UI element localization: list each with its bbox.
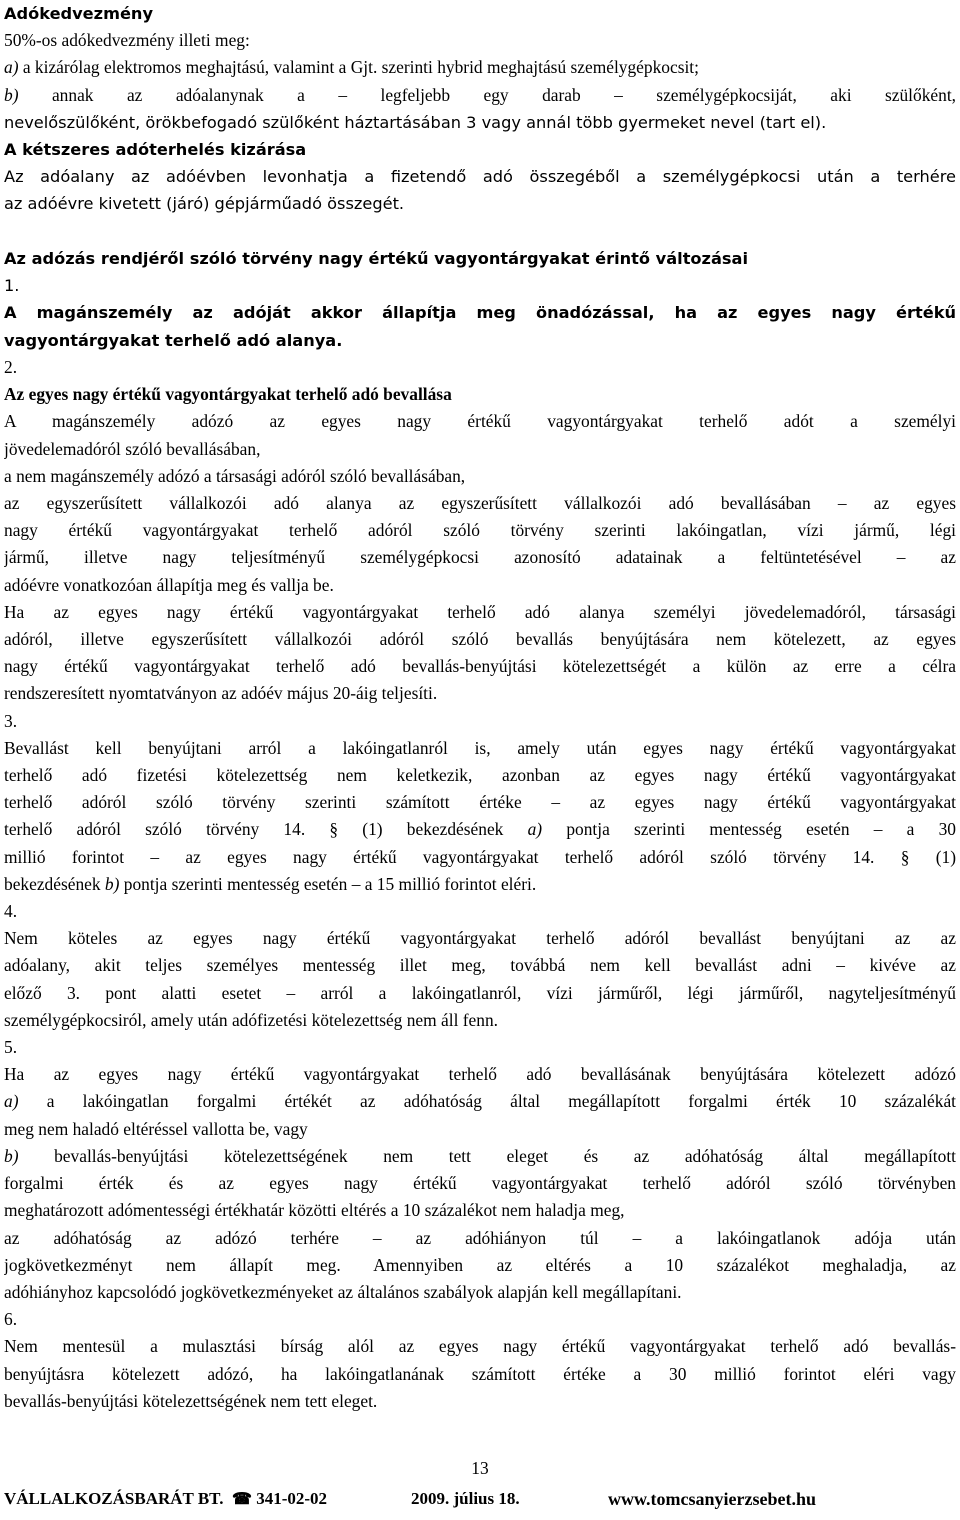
paragraph-line: nagy értékű vagyontárgyakat terhelő adó bevallás-benyújtási kötelezettségét a külön az erre a célra	[4, 656, 956, 677]
paragraph-line: A magánszemély az adóját akkor állapítja meg önadózással, ha az egyes nagy értékű	[4, 303, 956, 323]
paragraph-line: meghatározott adómentességi értékhatár közötti eltérés a 10 százalékot nem haladja meg,	[4, 1200, 625, 1221]
list-item-text: annak az adóalanynak a – legfeljebb egy darab – személygépkocsiját, aki szülőként,	[18, 84, 956, 105]
footer-phone	[232, 1489, 327, 1509]
paragraph-line: forgalmi érték és az egyes nagy értékű vagyontárgyakat terhelő adóról szóló törvényben	[4, 1173, 956, 1194]
paragraph-line	[4, 1088, 956, 1115]
paragraph-line	[4, 1143, 956, 1170]
line-part: bekezdésének	[4, 873, 105, 894]
phone-icon: ☎	[232, 1491, 252, 1508]
point-number: 3.	[4, 710, 18, 731]
list-marker: b)	[4, 84, 19, 105]
paragraph-line: adóhiányhoz kapcsolódó jogkövetkezményeket az általános szabályok alapján kell megállapítani.	[4, 1281, 682, 1302]
paragraph-line: 50%-os adókedvezmény illeti meg:	[4, 30, 250, 51]
list-item-text: a kizárólag elektromos meghajtású, valamint a Gjt. szerinti hybrid meghajtású személygépkocsit;	[18, 57, 699, 78]
line-part: pontja szerinti mentesség esetén – a 15 millió forintot eléri.	[119, 873, 537, 894]
paragraph-line: adóalany, akit teljes személyes mentesség illet meg, továbbá nem kell bevallást adni – kivéve az	[4, 955, 956, 976]
paragraph-line: jogkövetkezményt nem állapít meg. Amennyiben az eltérés a 10 százalékot meghaladja, az	[4, 1254, 956, 1275]
paragraph-line: nagy értékű vagyontárgyakat terhelő adóról szóló törvény szerinti lakóingatlan, vízi jármű, légi	[4, 520, 956, 541]
paragraph-line: az adóhatóság az adózó terhére – az adóhiányon túl – a lakóingatlanok adója után	[4, 1227, 956, 1248]
paragraph-line: adóról, illetve egyszerűsített vállalkozói adóról szóló bevallás benyújtására nem kötelezett, az egyes	[4, 629, 956, 650]
page-number: 13	[471, 1458, 489, 1478]
section-double-taxation	[4, 136, 956, 218]
footer-date: 2009. július 18.	[411, 1489, 520, 1508]
section-tax-allowance	[4, 0, 956, 136]
list-marker: a)	[527, 819, 543, 840]
point-number: 6.	[4, 1309, 18, 1330]
paragraph-line: Bevallást kell benyújtani arról a lakóingatlanról is, amely után egyes nagy értékű vagyontárgyakat	[4, 737, 956, 758]
paragraph-line: A magánszemély adózó az egyes nagy értékű vagyontárgyakat terhelő adót a személyi	[4, 411, 956, 432]
line-part: terhelő adóról szóló törvény 14. § (1) bekezdésének	[4, 819, 528, 840]
line-part: bevallás-benyújtási kötelezettségének nem tett eleget és az adóhatóság által megállapított	[18, 1145, 956, 1166]
section-heading: Az adózás rendjéről szóló törvény nagy értékű vagyontárgyakat érintő változásai	[4, 249, 749, 268]
footer-website: www.tomcsanyierzsebet.hu	[608, 1489, 816, 1509]
paragraph-line: terhelő adóról szóló törvény szerinti számított értéke – az egyes nagy értékű vagyontárgyakat	[4, 792, 956, 813]
paragraph-line: az egyszerűsített vállalkozói adó alanya az egyszerűsített vállalkozói adó bevallásában – az egyes	[4, 493, 956, 514]
section-points	[4, 354, 956, 1415]
paragraph-line: vagyontárgyakat terhelő adó alanya.	[4, 330, 343, 350]
point-number: 5.	[4, 1037, 18, 1058]
paragraph-line: Ha az egyes nagy értékű vagyontárgyakat terhelő adó bevallásának benyújtására kötelezett adózó	[4, 1064, 956, 1085]
section-heading: Adókedvezmény	[4, 4, 154, 23]
paragraph-line: az adóévre kivetett (járó) gépjárműadó összegét.	[4, 194, 405, 214]
paragraph-line: előző 3. pont alatti esetet – arról a lakóingatlanról, vízi járműről, légi járműről, nagyteljesítményű	[4, 982, 956, 1003]
section-tax-procedure	[4, 245, 956, 354]
paragraph-line: meg nem haladó eltéréssel vallotta be, vagy	[4, 1118, 308, 1139]
paragraph-line	[4, 816, 956, 843]
paragraph-line: Nem köteles az egyes nagy értékű vagyontárgyakat terhelő adóról bevallást benyújtani az az	[4, 928, 956, 949]
paragraph-line: nevelőszülőként, örökbefogadó szülőként háztartásában 3 vagy annál több gyermeket nevel (tart el).	[4, 112, 827, 132]
paragraph-line: rendszeresített nyomtatványon az adóév május 20-áig teljesíti.	[4, 683, 438, 704]
section-heading: A kétszeres adóterhelés kizárása	[4, 140, 307, 159]
list-item-a	[4, 54, 956, 81]
point-number: 4.	[4, 901, 18, 922]
point-number: 1.	[4, 276, 20, 296]
paragraph-line: jövedelemadóról szóló bevallásában,	[4, 438, 261, 459]
list-marker: a)	[4, 57, 19, 78]
point-number: 2.	[4, 357, 18, 377]
paragraph-line: Az adóalany az adóévben levonhatja a fizetendő adó összegéből a személygépkocsi után a terhére	[4, 167, 956, 187]
paragraph-line: terhelő adó fizetési kötelezettség nem keletkezik, azonban az egyes nagy értékű vagyontárgyakat	[4, 765, 956, 786]
point-heading: Az egyes nagy értékű vagyontárgyakat terhelő adó bevallása	[4, 384, 452, 405]
paragraph-line: Ha az egyes nagy értékű vagyontárgyakat terhelő adó alanya személyi jövedelemadóról, társasági	[4, 601, 956, 622]
paragraph-line: Nem mentesül a mulasztási bírság alól az egyes nagy értékű vagyontárgyakat terhelő adó bevallás-	[4, 1336, 956, 1357]
footer-phone-number: 341-02-02	[256, 1489, 328, 1508]
paragraph-line: a nem magánszemély adózó a társasági adóról szóló bevallásában,	[4, 465, 466, 486]
paragraph-line: személygépkocsiról, amely után adófizetési kötelezettség nem áll fenn.	[4, 1009, 498, 1030]
list-marker: b)	[4, 1145, 19, 1166]
paragraph-line	[4, 871, 956, 898]
footer-company: VÁLLALKOZÁSBARÁT BT.	[4, 1489, 224, 1508]
paragraph-line: bevallás-benyújtási kötelezettségének nem tett eleget.	[4, 1390, 378, 1411]
list-marker: a)	[4, 1091, 19, 1112]
paragraph-line: millió forintot – az egyes nagy értékű vagyontárgyakat terhelő adóról szóló törvény 14. § (1)	[4, 846, 956, 867]
line-part: pontja szerinti mentesség esetén – a 30	[542, 819, 956, 840]
list-marker: b)	[104, 873, 120, 894]
paragraph-line: jármű, illetve nagy teljesítményű személygépkocsi azonosító adatainak a feltüntetésével – az	[4, 547, 956, 568]
paragraph-line: benyújtásra kötelezett adózó, ha lakóingatlanának számított értéke a 30 millió forintot eléri vagy	[4, 1363, 956, 1384]
line-part: a lakóingatlan forgalmi értékét az adóhatóság által megállapított forgalmi érték 10 százalékát	[18, 1091, 956, 1112]
paragraph-line: adóévre vonatkozóan állapítja meg és vallja be.	[4, 574, 334, 595]
list-item-b	[4, 82, 956, 109]
